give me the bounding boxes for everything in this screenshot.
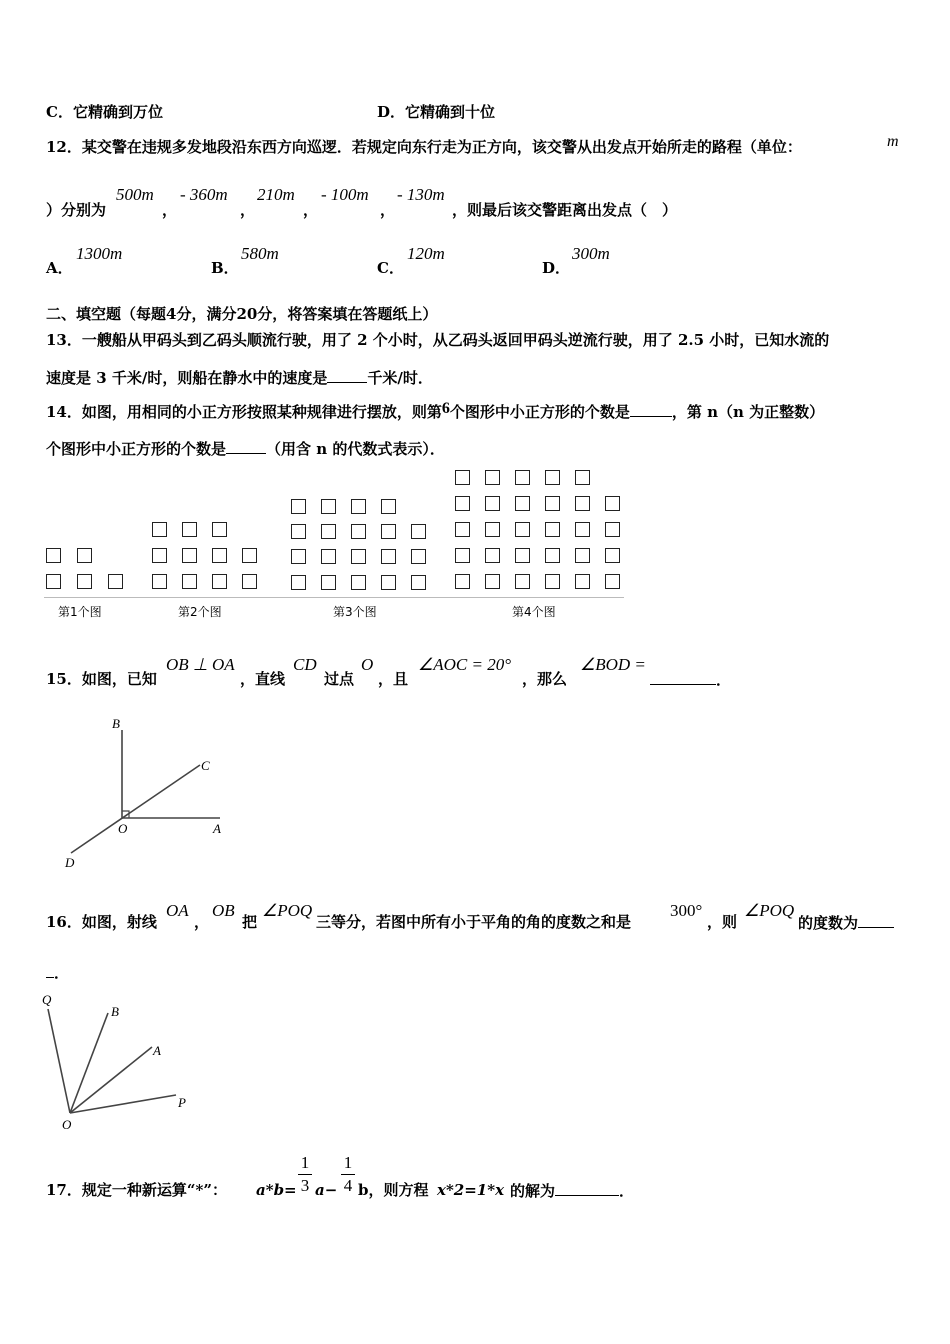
square [605,522,620,537]
q16-math-4: 300° [670,901,703,920]
square [515,496,530,511]
q12-option-b-value: 580m [241,244,279,263]
q17-fraction-1: 1 3 [298,1153,312,1196]
square [411,524,426,539]
square [381,499,396,514]
q16-math-2: OB [212,901,235,920]
square [485,496,500,511]
q12-comma-3: ， [303,201,319,219]
square [242,574,257,589]
q16-text-2: ， [194,913,210,931]
square [455,548,470,563]
q16-text-4: 三等分，若图中所有小于平角的角的度数之和是 [316,913,632,931]
square [381,524,396,539]
q14-baseline [44,597,624,598]
label-o: O [118,821,128,836]
q17-mid: a− [315,1181,338,1199]
q12-option-d-value: 300m [572,244,610,263]
q17-expr-1: a*b= [256,1181,297,1199]
square [77,574,92,589]
q13-line1: 13．一艘船从甲码头到乙码头顺流行驶，用了 2 个小时，从乙码头返回甲码头逆流行驶，用了 2.5 小时，已知水流的 [46,331,830,349]
square [212,574,227,589]
square [351,499,366,514]
square [515,522,530,537]
q15-text-5: ，那么 [522,670,568,688]
q16-math-1: OA [166,901,189,920]
square [605,496,620,511]
square [291,499,306,514]
q15-math-2: CD [293,655,317,674]
q15-math-1: OB ⊥ OA [166,655,235,674]
q17-text-2: 的解为 ． [510,1182,635,1200]
line-cd [71,765,200,853]
square [212,522,227,537]
q12-option-c-value: 120m [407,244,445,263]
q17-tail: b，则方程 [358,1181,429,1199]
q14-answer-blank-2[interactable] [226,439,266,454]
q15-math-3: O [361,655,374,674]
q16-text-5: ，则 [707,913,738,931]
square [575,470,590,485]
square [291,575,306,590]
square [545,574,560,589]
square [242,548,257,563]
q12-comma-4: ， [380,201,396,219]
q12-value-5: - 130m [397,185,445,204]
square [321,499,336,514]
q15-text-1: 15．如图，已知 [46,670,157,688]
label-p: P [178,1095,186,1110]
q12-stem: 12．某交警在违规多发地段沿东西方向巡逻．若规定向东行走为正方向，该交警从出发点开始所走的路程（单位： [46,138,802,156]
label-b: B [111,1004,119,1019]
square [381,549,396,564]
square [182,548,197,563]
square [77,548,92,563]
square [108,574,123,589]
square [455,574,470,589]
q15-math-4: ∠AOC = 20° [418,655,512,674]
q14-caption-1: 第1个图 [58,605,102,619]
q16-answer-cont: ． [46,963,69,982]
q12-option-d-letter: D． [542,259,571,277]
q16-text-1: 16．如图，射线 [46,913,157,931]
q12-line2-suffix: ，则最后该交警距离出发点（ ） [452,201,678,219]
q12-value-3: 210m [257,185,295,204]
q12-option-a-letter: A． [46,259,73,277]
q17-answer-blank[interactable] [555,1181,619,1196]
q15-text-2: ，直线 [240,670,286,688]
q15-answer-line: ． [650,670,731,689]
label-q: Q [42,992,52,1007]
q13-answer-blank[interactable] [327,368,367,383]
q11-option-c: C．它精确到万位 [46,103,163,121]
label-c: C [201,758,210,773]
q12-value-1: 500m [116,185,154,204]
q12-option-c-letter: C． [377,259,404,277]
label-a: A [213,821,221,836]
label-o: O [62,1117,72,1132]
q12-unit: m [887,133,899,150]
q14-line2: 个图形中小正方形的个数是 （用含 n 的代数式表示）． [46,440,445,458]
square [515,470,530,485]
square [455,496,470,511]
q14-line1: 14．如图，用相同的小正方形按照某种规律进行摆放，则第6个图形中小正方形的个数是 ，第 n（n 为正整数） [46,400,825,421]
q16-answer-blank-cont[interactable] [46,963,54,978]
square [605,548,620,563]
q16-text-6: 的度数为 [798,913,894,932]
square [212,548,227,563]
square [411,575,426,590]
square [515,574,530,589]
q12-option-b-letter: B． [211,259,239,277]
square [351,549,366,564]
square [575,574,590,589]
square [575,522,590,537]
label-a: A [153,1043,161,1058]
ray-oq [48,1009,70,1113]
square [321,575,336,590]
square [485,470,500,485]
q12-line2-prefix: ）分别为 [46,201,107,219]
square [485,548,500,563]
section-title: 二、填空题（每题4分，满分20分，将答案填在答题纸上） [46,305,438,323]
square [182,574,197,589]
square [545,522,560,537]
square [46,548,61,563]
q15-diagram [55,710,245,875]
square [485,522,500,537]
square [545,548,560,563]
square [46,574,61,589]
q15-text-4: ，且 [378,670,409,688]
square [575,496,590,511]
label-b: B [112,716,120,731]
q16-text-3: 把 [242,913,258,931]
square [351,524,366,539]
square [351,575,366,590]
q12-value-4: - 100m [321,185,369,204]
square [545,496,560,511]
q15-answer-blank[interactable] [650,670,716,685]
square [321,524,336,539]
square [515,548,530,563]
square [321,549,336,564]
square [575,548,590,563]
square [605,574,620,589]
q17-fraction-2: 1 4 [341,1153,355,1196]
q17-text-1: 17．规定一种新运算“*”： [46,1181,227,1199]
square [545,470,560,485]
square [152,574,167,589]
square [455,470,470,485]
q12-option-a-value: 1300m [76,244,123,263]
q14-caption-4: 第4个图 [512,605,556,619]
q14-answer-blank-1[interactable] [630,402,672,417]
ray-op [70,1095,176,1113]
square [381,575,396,590]
square [291,524,306,539]
square [182,522,197,537]
q12-comma-2: ， [240,201,256,219]
square [485,574,500,589]
square [152,522,167,537]
square [152,548,167,563]
q17-expr-2: x*2=1*x [437,1181,505,1199]
q13-line2: 速度是 3 千米/时，则船在静水中的速度是 千米/时． [46,369,433,387]
square [291,549,306,564]
q16-answer-blank[interactable] [858,913,894,928]
q14-caption-2: 第2个图 [178,605,222,619]
q15-math-5: ∠BOD = [580,655,646,674]
q16-math-5: ∠POQ [744,901,795,920]
q11-option-d: D．它精确到十位 [377,103,496,121]
label-d: D [65,855,75,870]
q14-caption-3: 第3个图 [333,605,377,619]
q16-diagram [38,985,198,1135]
q12-value-2: - 360m [180,185,228,204]
square [411,549,426,564]
q16-math-3: ∠POQ [262,901,313,920]
q15-text-3: 过点 [324,670,355,688]
q12-comma-1: ， [162,201,178,219]
square [455,522,470,537]
